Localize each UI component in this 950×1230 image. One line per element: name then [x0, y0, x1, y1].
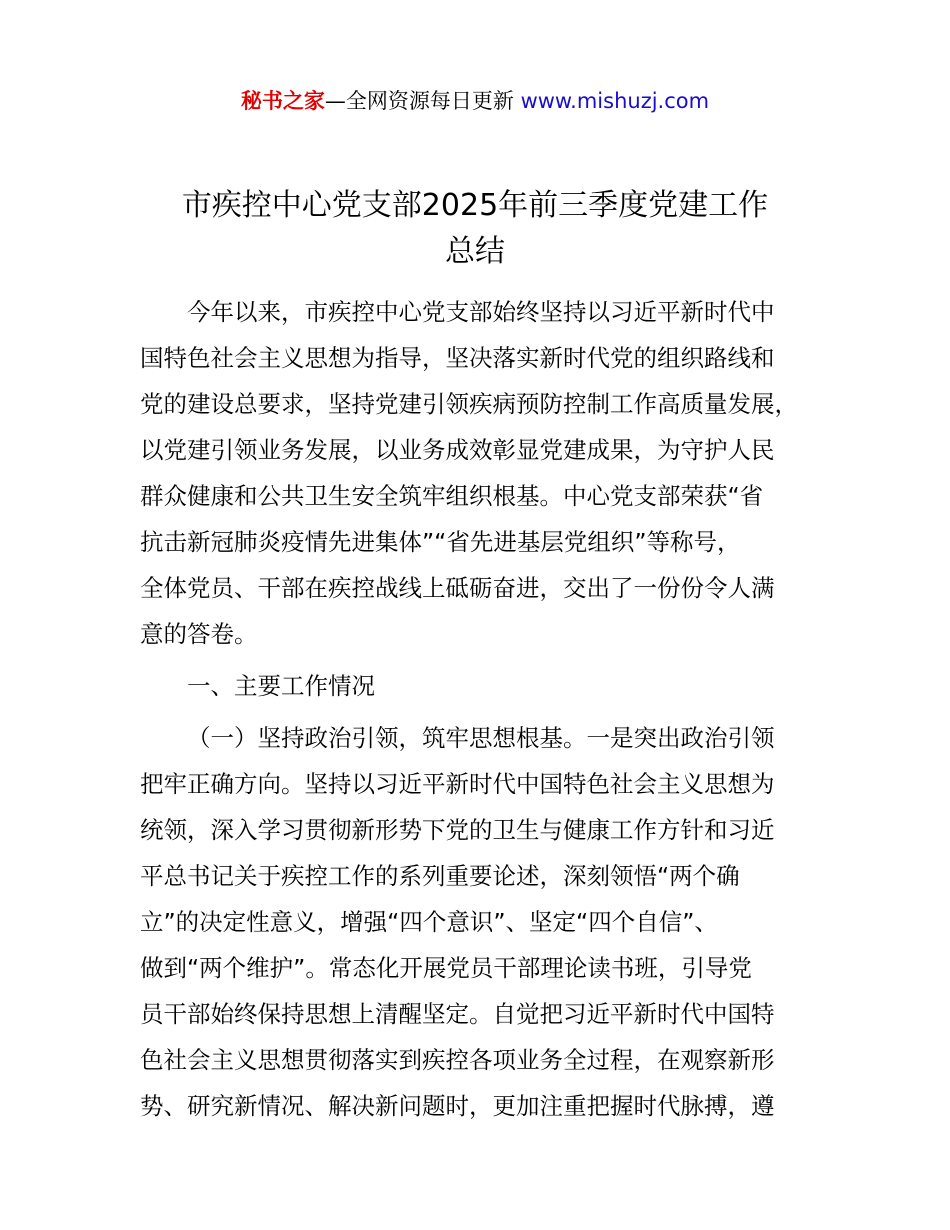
site-url-link[interactable]: www.mishuzj.com — [520, 89, 710, 113]
text-line: 势、研究新情况、解决新问题时，更加注重把握时代脉搏，遵 — [140, 1092, 775, 1120]
heading-line: 一、主要工作情况 — [187, 672, 375, 700]
text-line: 党的建设总要求，坚持党建引领疾病预防控制工作高质量发展， — [140, 390, 798, 418]
text-line: （一）坚持政治引领，筑牢思想根基。一是突出政治引领 — [187, 724, 775, 752]
text-line: 统领，深入学习贯彻新形势下党的卫生与健康工作方针和习近 — [140, 816, 775, 844]
text-line: 平总书记关于疾控工作的系列重要论述，深刻领悟“两个确 — [140, 862, 740, 890]
text-line: 色社会主义思想贯彻落实到疾控各项业务全过程，在观察新形 — [140, 1046, 775, 1074]
text-line: 全体党员、干部在疾控战线上砥砺奋进，交出了一份份令人满 — [140, 574, 775, 602]
text-line: 今年以来，市疾控中心党支部始终坚持以习近平新时代中 — [187, 298, 775, 326]
text-line: 员干部始终保持思想上清醒坚定。自觉把习近平新时代中国特 — [140, 1000, 775, 1028]
text-line: 国特色社会主义思想为指导，坚决落实新时代党的组织路线和 — [140, 344, 775, 372]
header-tagline: —全网资源每日更新 — [324, 89, 514, 113]
document-body — [140, 289, 820, 1129]
title-line-1: 市疾控中心党支部2025年前三季度党建工作 — [181, 188, 769, 223]
section-heading — [140, 663, 820, 709]
text-line: 做到“两个维护”。常态化开展党员干部理论读书班，引导党 — [140, 954, 752, 982]
text-line: 把牢正确方向。坚持以习近平新时代中国特色社会主义思想为 — [140, 770, 775, 798]
text-line: 抗击新冠肺炎疫情先进集体”“省先进基层党组织”等称号， — [140, 528, 741, 556]
brand-name: 秘书之家 — [240, 89, 325, 113]
text-line: 以党建引领业务发展，以业务成效彰显党建成果，为守护人民 — [140, 436, 775, 464]
text-line: 意的答卷。 — [140, 620, 258, 648]
paragraph-section-1 — [140, 715, 820, 1129]
site-header — [0, 86, 950, 116]
text-line: 立”的决定性意义，增强“四个意识”、坚定“四个自信”、 — [140, 908, 718, 936]
document-title — [140, 183, 810, 275]
paragraph-intro — [140, 289, 820, 657]
title-line-2: 总结 — [445, 234, 505, 269]
text-line: 群众健康和公共卫生安全筑牢组织根基。中心党支部荣获“省 — [140, 482, 764, 510]
